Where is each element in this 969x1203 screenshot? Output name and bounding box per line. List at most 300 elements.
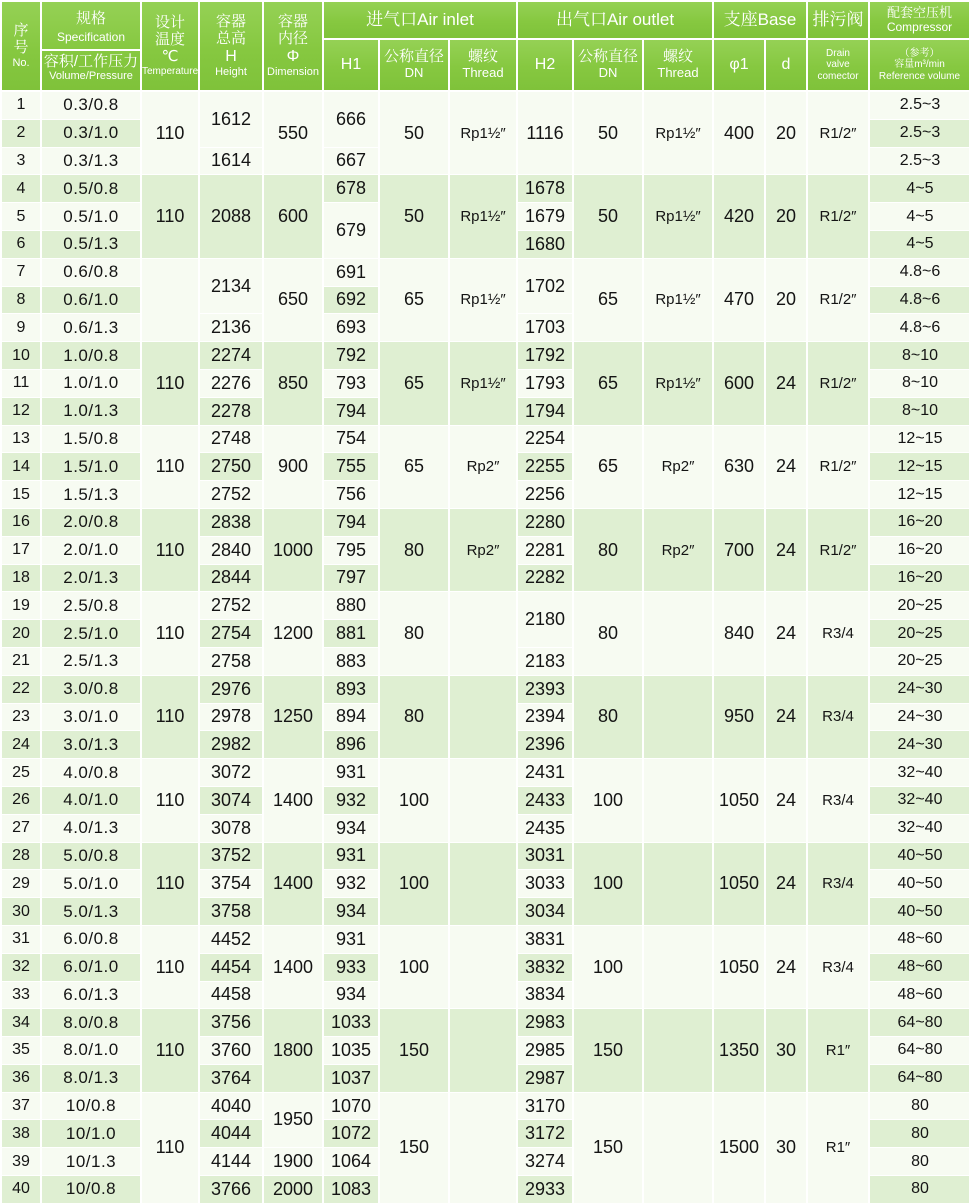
cell-h1: 931: [323, 925, 379, 953]
cell-spec: 2.5/1.3: [41, 647, 141, 675]
cell-h1: 666: [323, 91, 379, 147]
cell-temp: 110: [141, 925, 199, 1008]
cell-drain-valve: R3/4: [807, 842, 869, 925]
cell-h1: 932: [323, 786, 379, 814]
col-header-temperature: 设计 温度 ℃ Temperature: [141, 1, 199, 91]
cell-base-phi1: 1050: [713, 925, 765, 1008]
cell-h2: 2254: [517, 425, 573, 453]
cell-temp: 110: [141, 425, 199, 508]
cell-volume: 64~80: [869, 1009, 969, 1037]
cell-dimension: 1200: [263, 592, 323, 675]
cell-spec: 6.0/1.3: [41, 981, 141, 1009]
cell-drain-valve: R3/4: [807, 675, 869, 758]
cell-no: 5: [1, 203, 41, 231]
cell-height: 2754: [199, 620, 263, 648]
cell-spec: 8.0/1.0: [41, 1037, 141, 1065]
cell-h1: 794: [323, 508, 379, 536]
cell-height: 3758: [199, 898, 263, 926]
cell-volume: 8~10: [869, 369, 969, 397]
cell-h1: 1072: [323, 1120, 379, 1148]
col-group-air-outlet: 出气口Air outlet: [517, 1, 713, 39]
cell-volume: 8~10: [869, 342, 969, 370]
cell-volume: 80: [869, 1176, 969, 1203]
cell-drain-valve: R1/2″: [807, 91, 869, 175]
cell-spec: 2.5/1.0: [41, 620, 141, 648]
cell-no: 29: [1, 870, 41, 898]
cell-volume: 4.8~6: [869, 314, 969, 342]
cell-h2: 2281: [517, 536, 573, 564]
cell-no: 23: [1, 703, 41, 731]
cell-inlet-dn: 100: [379, 925, 449, 1008]
cell-h1: 931: [323, 759, 379, 787]
cell-outlet-dn: 80: [573, 508, 643, 591]
cell-height: 2844: [199, 564, 263, 592]
cell-outlet-thread: [643, 842, 713, 925]
cell-outlet-dn: 80: [573, 592, 643, 675]
cell-spec: 10/1.3: [41, 1148, 141, 1176]
cell-h2: 3831: [517, 925, 573, 953]
cell-height: 1614: [199, 147, 263, 175]
cell-h2: 2987: [517, 1064, 573, 1092]
cell-no: 16: [1, 508, 41, 536]
cell-no: 7: [1, 258, 41, 286]
cell-drain-valve: R1/2″: [807, 342, 869, 425]
cell-temp: 110: [141, 342, 199, 425]
cell-h1: 691: [323, 258, 379, 286]
cell-outlet-dn: 65: [573, 425, 643, 508]
cell-h2: 1678: [517, 175, 573, 203]
cell-base-phi1: 400: [713, 91, 765, 175]
cell-spec: 0.3/1.3: [41, 147, 141, 175]
table-row: [1, 1009, 969, 1037]
col-header-outlet-thread: 螺纹 Thread: [643, 39, 713, 91]
table-row: [1, 925, 969, 953]
table-row: [1, 91, 969, 119]
cell-spec: 0.5/0.8: [41, 175, 141, 203]
col-header-h1: H1: [323, 39, 379, 91]
cell-volume: 8~10: [869, 397, 969, 425]
cell-base-d: 20: [765, 91, 807, 175]
cell-base-d: 24: [765, 759, 807, 842]
cell-h1: 797: [323, 564, 379, 592]
cell-temp: 110: [141, 675, 199, 758]
cell-no: 34: [1, 1009, 41, 1037]
cell-h1: 679: [323, 203, 379, 259]
cell-height: 4044: [199, 1120, 263, 1148]
cell-volume: 20~25: [869, 592, 969, 620]
cell-inlet-dn: 50: [379, 91, 449, 175]
cell-outlet-dn: 100: [573, 925, 643, 1008]
cell-height: 4040: [199, 1092, 263, 1120]
cell-outlet-dn: 150: [573, 1009, 643, 1092]
cell-h1: 931: [323, 842, 379, 870]
table-header: [1, 1, 969, 91]
cell-inlet-dn: 100: [379, 842, 449, 925]
cell-outlet-thread: Rp1½″: [643, 175, 713, 258]
cell-no: 10: [1, 342, 41, 370]
cell-inlet-dn: 50: [379, 175, 449, 258]
cell-drain-valve: R3/4: [807, 592, 869, 675]
cell-temp: 110: [141, 592, 199, 675]
cell-h2: 2282: [517, 564, 573, 592]
cell-base-phi1: 840: [713, 592, 765, 675]
cell-h1: 932: [323, 870, 379, 898]
cell-outlet-thread: [643, 1009, 713, 1092]
cell-drain-valve: R1/2″: [807, 175, 869, 258]
col-header-inlet-dn: 公称直径 DN: [379, 39, 449, 91]
cell-height: 2136: [199, 314, 263, 342]
cell-base-phi1: 950: [713, 675, 765, 758]
col-header-specification: [41, 1, 141, 91]
cell-volume: 16~20: [869, 536, 969, 564]
cell-base-phi1: 470: [713, 258, 765, 341]
cell-volume: 20~25: [869, 647, 969, 675]
cell-no: 9: [1, 314, 41, 342]
col-header-compressor: 配套空压机 Compressor: [869, 1, 969, 39]
cell-h2: 1703: [517, 314, 573, 342]
cell-h2: 3832: [517, 953, 573, 981]
cell-height: 2982: [199, 731, 263, 759]
cell-drain-valve: R3/4: [807, 759, 869, 842]
cell-spec: 6.0/1.0: [41, 953, 141, 981]
specification-subtitle: 容积/工作压力 Volume/Pressure: [43, 52, 139, 83]
cell-inlet-thread: [449, 1009, 517, 1092]
cell-no: 25: [1, 759, 41, 787]
cell-h2: 2180: [517, 592, 573, 648]
cell-volume: 40~50: [869, 898, 969, 926]
cell-height: 2750: [199, 453, 263, 481]
cell-inlet-thread: [449, 842, 517, 925]
cell-outlet-dn: 100: [573, 842, 643, 925]
cell-base-phi1: 420: [713, 175, 765, 258]
cell-spec: 0.5/1.3: [41, 230, 141, 258]
cell-spec: 0.6/0.8: [41, 258, 141, 286]
cell-dimension: 1000: [263, 508, 323, 591]
cell-h1: 754: [323, 425, 379, 453]
cell-no: 18: [1, 564, 41, 592]
cell-no: 13: [1, 425, 41, 453]
cell-height: 3754: [199, 870, 263, 898]
cell-spec: 0.3/1.0: [41, 119, 141, 147]
cell-h2: 1792: [517, 342, 573, 370]
cell-inlet-thread: Rp1½″: [449, 91, 517, 175]
cell-h1: 1033: [323, 1009, 379, 1037]
cell-h1: 1070: [323, 1092, 379, 1120]
cell-outlet-thread: [643, 675, 713, 758]
cell-height: 4144: [199, 1148, 263, 1176]
cell-h1: 794: [323, 397, 379, 425]
cell-no: 15: [1, 481, 41, 509]
cell-height: 2752: [199, 592, 263, 620]
cell-inlet-thread: Rp1½″: [449, 342, 517, 425]
cell-no: 8: [1, 286, 41, 314]
cell-height: 3766: [199, 1176, 263, 1203]
cell-volume: 80: [869, 1120, 969, 1148]
cell-h1: 795: [323, 536, 379, 564]
cell-h1: 894: [323, 703, 379, 731]
cell-temp: 110: [141, 842, 199, 925]
cell-h2: 2983: [517, 1009, 573, 1037]
cell-base-d: 24: [765, 592, 807, 675]
cell-spec: 0.3/0.8: [41, 91, 141, 119]
cell-volume: 4~5: [869, 175, 969, 203]
table-row: [1, 675, 969, 703]
cell-outlet-dn: 50: [573, 91, 643, 175]
cell-height: 2758: [199, 647, 263, 675]
cell-dimension: 900: [263, 425, 323, 508]
col-header-compressor-ref: （参考） 容量m³/min Reference volume: [869, 39, 969, 91]
cell-base-d: 24: [765, 925, 807, 1008]
cell-height: 3764: [199, 1064, 263, 1092]
cell-outlet-dn: 65: [573, 342, 643, 425]
cell-h1: 692: [323, 286, 379, 314]
cell-h1: 1083: [323, 1176, 379, 1203]
cell-dimension: 1900: [263, 1148, 323, 1176]
cell-spec: 3.0/1.3: [41, 731, 141, 759]
cell-h1: 881: [323, 620, 379, 648]
cell-dimension: 1250: [263, 675, 323, 758]
cell-temp: 110: [141, 175, 199, 258]
cell-h1: 756: [323, 481, 379, 509]
cell-no: 35: [1, 1037, 41, 1065]
cell-spec: 6.0/0.8: [41, 925, 141, 953]
cell-no: 39: [1, 1148, 41, 1176]
cell-height: 3756: [199, 1009, 263, 1037]
cell-volume: 12~15: [869, 481, 969, 509]
cell-inlet-thread: Rp1½″: [449, 258, 517, 341]
cell-spec: 5.0/1.0: [41, 870, 141, 898]
cell-height: 1612: [199, 91, 263, 147]
cell-base-phi1: 630: [713, 425, 765, 508]
cell-volume: 4~5: [869, 230, 969, 258]
cell-no: 27: [1, 814, 41, 842]
cell-volume: 12~15: [869, 453, 969, 481]
cell-inlet-thread: [449, 759, 517, 842]
cell-outlet-thread: [643, 925, 713, 1008]
cell-h2: 1702: [517, 258, 573, 314]
cell-h1: 678: [323, 175, 379, 203]
cell-h1: 934: [323, 814, 379, 842]
cell-volume: 2.5~3: [869, 147, 969, 175]
cell-spec: 1.0/1.0: [41, 369, 141, 397]
cell-no: 3: [1, 147, 41, 175]
cell-volume: 64~80: [869, 1037, 969, 1065]
cell-volume: 32~40: [869, 786, 969, 814]
cell-base-phi1: 1350: [713, 1009, 765, 1092]
cell-outlet-dn: 50: [573, 175, 643, 258]
col-header-drain-valve-en: Drain valve comector: [807, 39, 869, 91]
cell-volume: 4.8~6: [869, 258, 969, 286]
cell-height: 4452: [199, 925, 263, 953]
cell-h2: 2933: [517, 1176, 573, 1203]
cell-h1: 934: [323, 981, 379, 1009]
cell-volume: 4~5: [869, 203, 969, 231]
cell-no: 1: [1, 91, 41, 119]
cell-spec: 8.0/1.3: [41, 1064, 141, 1092]
cell-spec: 2.0/1.0: [41, 536, 141, 564]
cell-base-d: 20: [765, 175, 807, 258]
cell-spec: 2.5/0.8: [41, 592, 141, 620]
cell-base-d: 24: [765, 675, 807, 758]
cell-spec: 0.6/1.3: [41, 314, 141, 342]
cell-no: 33: [1, 981, 41, 1009]
cell-spec: 1.5/0.8: [41, 425, 141, 453]
cell-no: 11: [1, 369, 41, 397]
cell-height: 3074: [199, 786, 263, 814]
col-header-base-d: d: [765, 39, 807, 91]
no-zh-1: 序: [13, 22, 29, 40]
cell-inlet-thread: [449, 592, 517, 675]
cell-h1: 693: [323, 314, 379, 342]
cell-height: 3752: [199, 842, 263, 870]
cell-dimension: 1400: [263, 759, 323, 842]
cell-height: 2748: [199, 425, 263, 453]
cell-inlet-thread: Rp2″: [449, 425, 517, 508]
cell-height: 3072: [199, 759, 263, 787]
cell-outlet-thread: Rp2″: [643, 508, 713, 591]
cell-no: 6: [1, 230, 41, 258]
cell-height: 3078: [199, 814, 263, 842]
cell-no: 40: [1, 1176, 41, 1203]
cell-volume: 20~25: [869, 620, 969, 648]
cell-no: 37: [1, 1092, 41, 1120]
cell-inlet-thread: [449, 925, 517, 1008]
cell-no: 36: [1, 1064, 41, 1092]
cell-h1: 792: [323, 342, 379, 370]
cell-inlet-dn: 65: [379, 425, 449, 508]
cell-h2: 2256: [517, 481, 573, 509]
cell-height: 2276: [199, 369, 263, 397]
cell-spec: 3.0/0.8: [41, 675, 141, 703]
cell-height: 2274: [199, 342, 263, 370]
cell-temp: 110: [141, 91, 199, 175]
cell-h2: 3274: [517, 1148, 573, 1176]
cell-base-phi1: 1050: [713, 842, 765, 925]
col-header-dimension: 容器 内径 Φ Dimension: [263, 1, 323, 91]
cell-height: 3760: [199, 1037, 263, 1065]
cell-volume: 12~15: [869, 425, 969, 453]
cell-no: 20: [1, 620, 41, 648]
cell-outlet-thread: Rp1½″: [643, 342, 713, 425]
col-header-no: [1, 1, 41, 91]
cell-volume: 64~80: [869, 1064, 969, 1092]
col-header-base-phi1: φ1: [713, 39, 765, 91]
table-row: [1, 425, 969, 453]
cell-h2: 2433: [517, 786, 573, 814]
cell-drain-valve: R1/2″: [807, 425, 869, 508]
cell-outlet-dn: 150: [573, 1092, 643, 1203]
cell-inlet-dn: 80: [379, 508, 449, 591]
cell-h2: 1793: [517, 369, 573, 397]
cell-h2: 2393: [517, 675, 573, 703]
cell-spec: 10/0.8: [41, 1092, 141, 1120]
cell-temp: 110: [141, 1009, 199, 1092]
cell-volume: 80: [869, 1092, 969, 1120]
table-row: [1, 759, 969, 787]
cell-volume: 48~60: [869, 953, 969, 981]
col-header-height: 容器 总高 H Height: [199, 1, 263, 91]
cell-outlet-dn: 80: [573, 675, 643, 758]
cell-outlet-thread: [643, 759, 713, 842]
cell-temp: 110: [141, 759, 199, 842]
cell-height: 4458: [199, 981, 263, 1009]
cell-h2: 2255: [517, 453, 573, 481]
cell-base-phi1: 1050: [713, 759, 765, 842]
cell-spec: 2.0/1.3: [41, 564, 141, 592]
no-en: No.: [12, 56, 30, 69]
cell-h2: 1116: [517, 91, 573, 175]
cell-h1: 667: [323, 147, 379, 175]
table-row: [1, 592, 969, 620]
cell-height: 2978: [199, 703, 263, 731]
table-row: [1, 508, 969, 536]
cell-height: 2976: [199, 675, 263, 703]
cell-h2: 3170: [517, 1092, 573, 1120]
cell-base-d: 24: [765, 425, 807, 508]
cell-inlet-dn: 65: [379, 258, 449, 341]
cell-base-d: 24: [765, 342, 807, 425]
cell-h2: 2431: [517, 759, 573, 787]
cell-volume: 40~50: [869, 870, 969, 898]
table-body: [1, 91, 969, 1203]
cell-no: 31: [1, 925, 41, 953]
cell-h2: 2985: [517, 1037, 573, 1065]
cell-no: 2: [1, 119, 41, 147]
cell-height: 2088: [199, 175, 263, 258]
cell-h2: 2280: [517, 508, 573, 536]
cell-h1: 1064: [323, 1148, 379, 1176]
cell-no: 21: [1, 647, 41, 675]
cell-volume: 2.5~3: [869, 119, 969, 147]
cell-volume: 16~20: [869, 564, 969, 592]
cell-h2: 3031: [517, 842, 573, 870]
table-row: [1, 175, 969, 203]
cell-volume: 4.8~6: [869, 286, 969, 314]
cell-height: 2752: [199, 481, 263, 509]
cell-temp: 110: [141, 1092, 199, 1203]
cell-volume: 48~60: [869, 981, 969, 1009]
cell-no: 12: [1, 397, 41, 425]
cell-no: 4: [1, 175, 41, 203]
cell-temp: [141, 258, 199, 341]
cell-volume: 24~30: [869, 675, 969, 703]
cell-drain-valve: R1/2″: [807, 508, 869, 591]
cell-drain-valve: R3/4: [807, 925, 869, 1008]
cell-base-d: 24: [765, 842, 807, 925]
cell-h2: 3834: [517, 981, 573, 1009]
cell-h1: 880: [323, 592, 379, 620]
cell-height: 4454: [199, 953, 263, 981]
cell-dimension: 650: [263, 258, 323, 341]
cell-dimension: 600: [263, 175, 323, 258]
cell-spec: 4.0/1.3: [41, 814, 141, 842]
cell-base-d: 30: [765, 1092, 807, 1203]
cell-no: 30: [1, 898, 41, 926]
table-row: [1, 842, 969, 870]
cell-h1: 1037: [323, 1064, 379, 1092]
col-header-outlet-dn: 公称直径 DN: [573, 39, 643, 91]
cell-outlet-thread: Rp1½″: [643, 91, 713, 175]
cell-no: 14: [1, 453, 41, 481]
cell-dimension: 850: [263, 342, 323, 425]
cell-h2: 2396: [517, 731, 573, 759]
col-header-drain-valve: 排污阀: [807, 1, 869, 39]
cell-drain-valve: R1″: [807, 1092, 869, 1203]
cell-inlet-dn: 80: [379, 675, 449, 758]
cell-spec: 10/1.0: [41, 1120, 141, 1148]
cell-drain-valve: R1″: [807, 1009, 869, 1092]
cell-h1: 755: [323, 453, 379, 481]
